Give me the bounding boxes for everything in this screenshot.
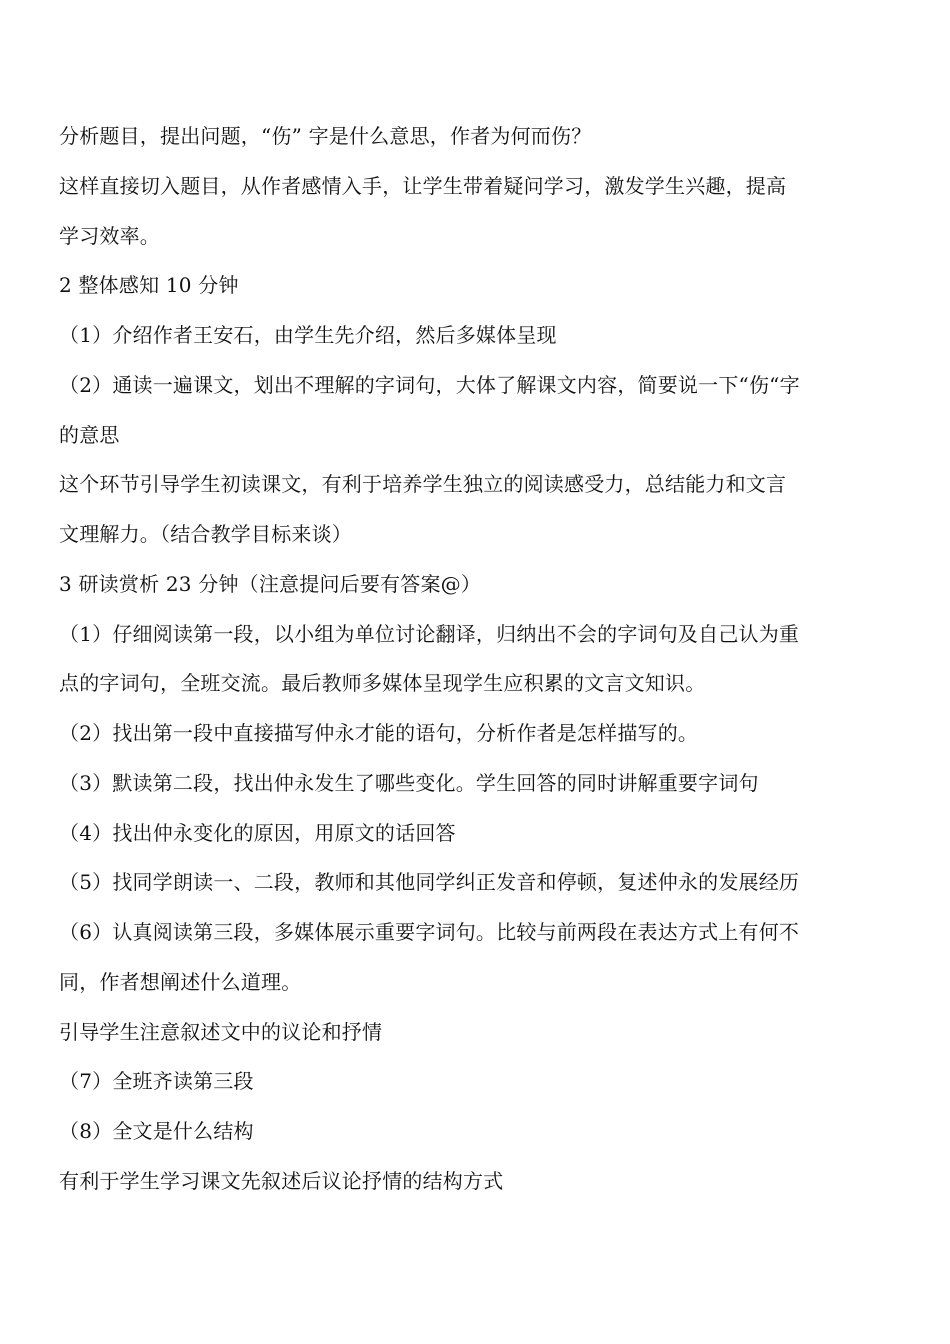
text-line: （5）找同学朗读一、二段，教师和其他同学纠正发音和停顿，复述仲永的发展经历 xyxy=(59,870,800,894)
text-line: （2）通读一遍课文，划出不理解的字词句，大体了解课文内容，简要说一下“伤“字 xyxy=(59,373,800,397)
text-line: 学习效率。 xyxy=(59,224,160,248)
text-line: 分析题目，提出问题，“伤” 字是什么意思，作者为何而伤？ xyxy=(59,124,592,148)
text-line: （3）默读第二段，找出仲永发生了哪些变化。学生回答的同时讲解重要字词句 xyxy=(59,771,759,795)
text-line: 引导学生注意叙述文中的议论和抒情 xyxy=(59,1020,383,1044)
text-line: （7）全班齐读第三段 xyxy=(59,1069,254,1093)
text-line: （4）找出仲永变化的原因，用原文的话回答 xyxy=(59,821,456,845)
text-line: （1）介绍作者王安石，由学生先介绍，然后多媒体呈现 xyxy=(59,323,557,347)
text-line: （2）找出第一段中直接描写仲永才能的语句，分析作者是怎样描写的。 xyxy=(59,721,699,745)
text-line: （1）仔细阅读第一段，以小组为单位讨论翻译，归纳出不会的字词句及自己认为重 xyxy=(59,622,800,646)
section-heading: 2 整体感知 10 分钟 xyxy=(59,273,239,297)
text-line: 的意思 xyxy=(59,423,120,447)
text-line: 同，作者想阐述什么道理。 xyxy=(59,970,302,994)
section-heading: 3 研读赏析 23 分钟（注意提问后要有答案@） xyxy=(59,572,482,596)
text-line: 点的字词句，全班交流。最后教师多媒体呈现学生应积累的文言文知识。 xyxy=(59,671,706,695)
text-line: 文理解力。（结合教学目标来谈） xyxy=(59,522,352,546)
text-line: （6）认真阅读第三段，多媒体展示重要字词句。比较与前两段在表达方式上有何不 xyxy=(59,920,800,944)
text-line: （8）全文是什么结构 xyxy=(59,1119,254,1143)
text-line: 这样直接切入题目，从作者感情入手，让学生带着疑问学习，激发学生兴趣，提高 xyxy=(59,174,787,198)
text-line: 有利于学生学习课文先叙述后议论抒情的结构方式 xyxy=(59,1169,504,1193)
text-line: 这个环节引导学生初读课文，有利于培养学生独立的阅读感受力，总结能力和文言 xyxy=(59,472,787,496)
